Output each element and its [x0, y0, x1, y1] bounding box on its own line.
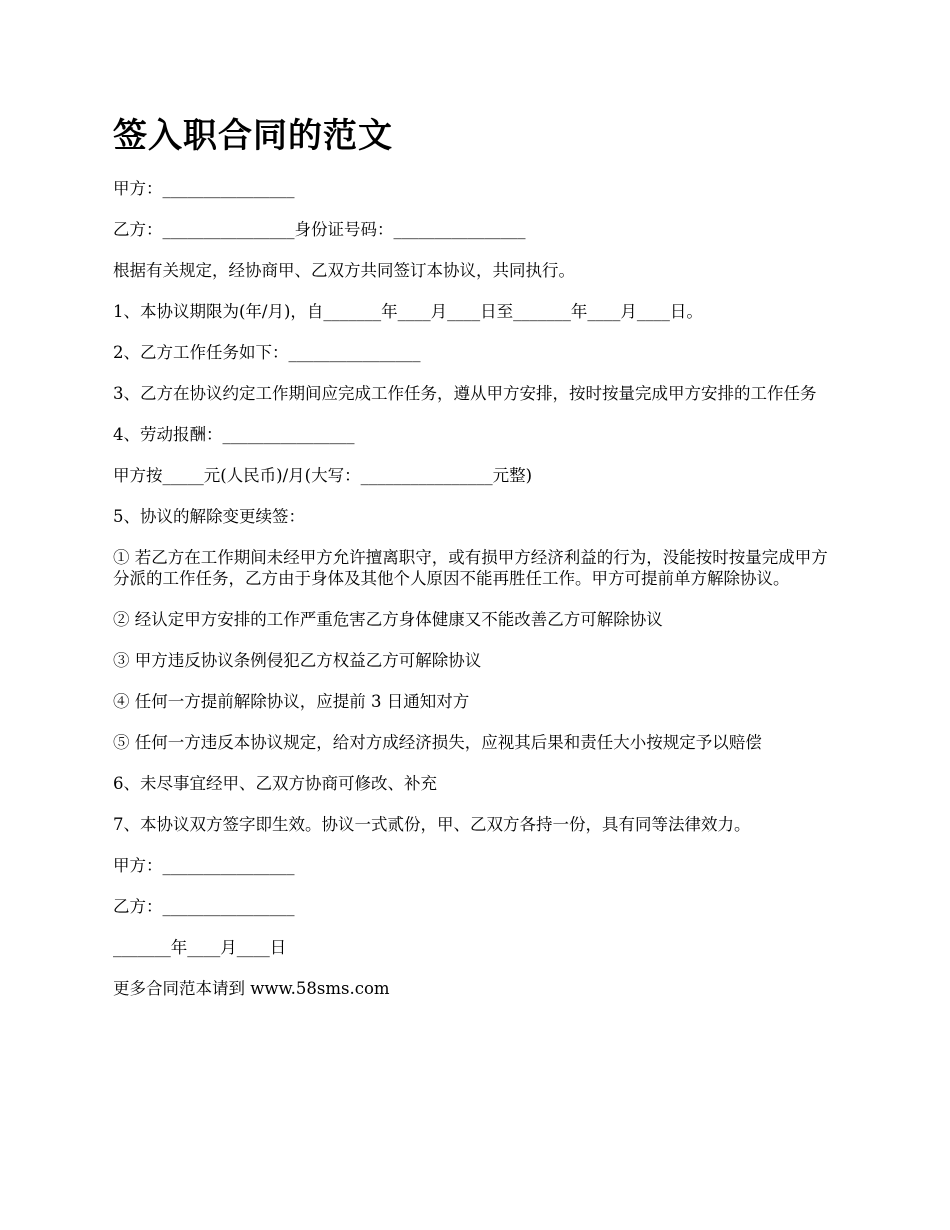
date-line: _______年____月____日 [113, 938, 287, 957]
termination-item-3: ③ 甲方违反协议条例侵犯乙方权益乙方可解除协议 [113, 651, 482, 670]
termination-item-4: ④ 任何一方提前解除协议，应提前 3 日通知对方 [113, 692, 470, 711]
clause-3-duties: 3、乙方在协议约定工作期间应完成工作任务，遵从甲方安排，按时按量完成甲方安排的工作任务 [113, 384, 817, 403]
clause-5-termination: 5、协议的解除变更续签： [113, 507, 305, 526]
document-page [113, 112, 833, 1019]
clause-4-pay: 4、劳动报酬：________________ [113, 425, 355, 444]
clause-6-amendments: 6、未尽事宜经甲、乙双方协商可修改、补充 [113, 774, 437, 793]
termination-item-5: ⑤ 任何一方违反本协议规定，给对方成经济损失，应视其后果和责任大小按规定予以赔偿 [113, 733, 762, 752]
party-a-signature-line: 甲方：________________ [113, 856, 295, 875]
party-b-line: 乙方：________________身份证号码：________________ [113, 220, 526, 239]
footer-link-text: 更多合同范本请到 www.58sms.com [113, 979, 390, 998]
party-b-signature-line: 乙方：________________ [113, 897, 295, 916]
clause-7-effect: 7、本协议双方签字即生效。协议一式贰份，甲、乙双方各持一份，具有同等法律效力。 [113, 815, 751, 834]
termination-item-2: ② 经认定甲方安排的工作严重危害乙方身体健康又不能改善乙方可解除协议 [113, 610, 663, 629]
clause-2-tasks: 2、乙方工作任务如下：________________ [113, 343, 421, 362]
pay-amount-line: 甲方按_____元(人民币)/月(大写：________________元整) [113, 466, 533, 485]
clause-1-term: 1、本协议期限为(年/月)，自_______年____月____日至_______年____月____日。 [113, 302, 703, 321]
intro-paragraph: 根据有关规定，经协商甲、乙双方共同签订本协议，共同执行。 [113, 261, 575, 280]
document-title: 签入职合同的范文 [113, 116, 393, 156]
termination-item-1: ① 若乙方在工作期间未经甲方允许擅离职守，或有损甲方经济利益的行为，没能按时按量完成甲方分派的工作任务，乙方由于身体及其他个人原因不能再胜任工作。甲方可提前单方解除协议。 [113, 548, 828, 588]
party-a-line: 甲方：________________ [113, 179, 295, 198]
